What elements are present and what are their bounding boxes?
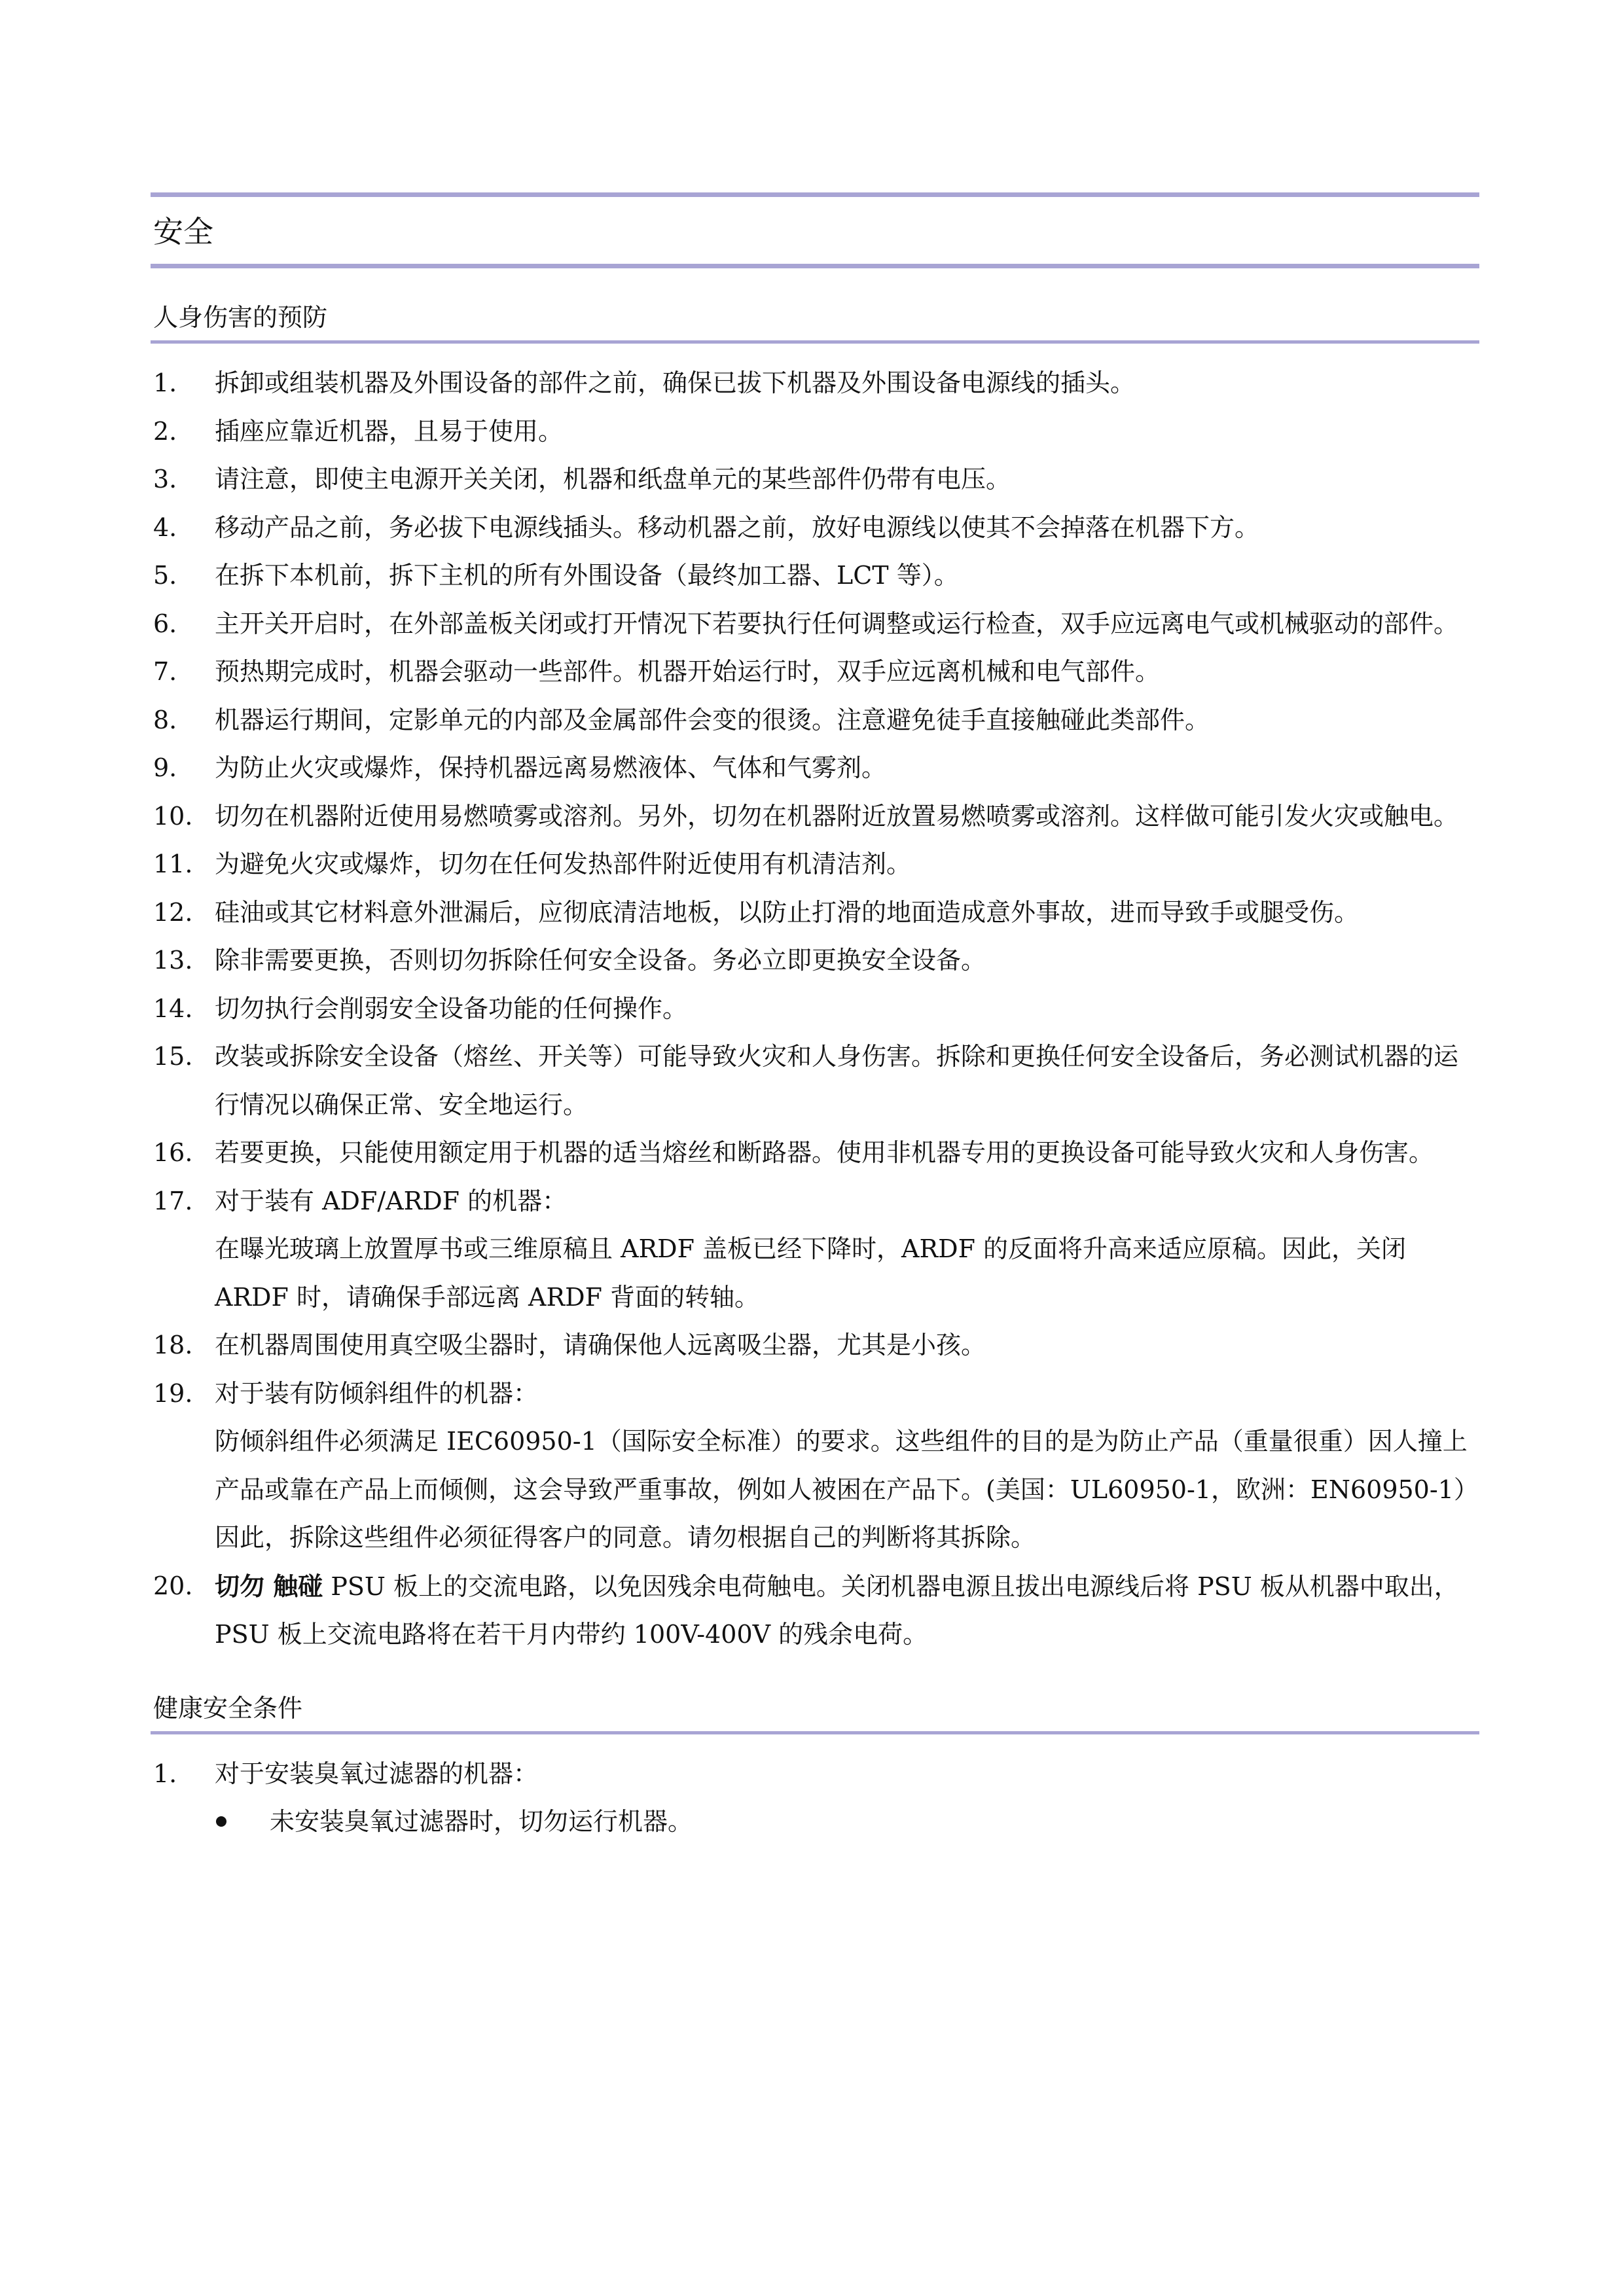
page-title: 安全 <box>153 214 213 249</box>
bullet-item: 未安装臭氧过滤器时，切勿运行机器。 <box>151 1798 1479 1846</box>
list-item: 13. 除非需要更换，否则切勿拆除任何安全设备。务必立即更换安全设备。 <box>153 946 986 975</box>
list-item: 17. 对于装有 ADF/ARDF 的机器： 在曝光玻璃上放置厚书或三维原稿且 ARDF 盖板已经下降时，ARDF 的反面将升高来适应原稿。因此，关闭 ARDF 时，请确保手部远离 ARDF 背面的转轴。 <box>151 1177 1479 1322</box>
top-rule <box>151 192 1479 197</box>
section-heading-injury-prevention: 人身伤害的预防 <box>151 301 1479 344</box>
document-page <box>151 192 1479 1846</box>
list-item: 8. 机器运行期间，定影单元的内部及金属部件会变的很烫。注意避免徒手直接触碰此类部件。 <box>153 705 1210 734</box>
list-item: 2. 插座应靠近机器，且易于使用。 <box>153 416 564 446</box>
list-item: 9. 为防止火灾或爆炸，保持机器远离易燃液体、气体和气雾剂。 <box>153 753 887 782</box>
list-item: 20. 切勿 触碰 PSU 板上的交流电路，以免因残余电荷触电。关闭机器电源且拔出电源线后将 PSU 板从机器中取出，PSU 板上交流电路将在若干月内带约 100V-400V 的残余电荷。 <box>153 1571 1459 1649</box>
list-item: 18. 在机器周围使用真空吸尘器时，请确保他人远离吸尘器，尤其是小孩。 <box>153 1331 986 1359</box>
list-item: 3. 请注意，即使主电源开关关闭，机器和纸盘单元的某些部件仍带有电压。 <box>153 465 1011 493</box>
section-heading-health-safety: 健康安全条件 <box>151 1692 1479 1734</box>
injury-prevention-list <box>151 359 1479 1659</box>
title-rule <box>151 264 1479 268</box>
health-safety-list <box>151 1750 1479 1799</box>
list-item-detail: 在曝光玻璃上放置厚书或三维原稿且 ARDF 盖板已经下降时，ARDF 的反面将升高来适应原稿。因此，关闭 ARDF 时，请确保手部远离 ARDF 背面的转轴。 <box>215 1234 1407 1312</box>
list-item: 14. 切勿执行会削弱安全设备功能的任何操作。 <box>153 994 688 1023</box>
list-item: 12. 硅油或其它材料意外泄漏后，应彻底清洁地板，以防止打滑的地面造成意外事故，进而导致手或腿受伤。 <box>153 897 1360 927</box>
list-item: 6. 主开关开启时，在外部盖板关闭或打开情况下若要执行任何调整或运行检查，双手应远离电气或机械驱动的部件。 <box>153 609 1459 638</box>
list-item: 1. 对于安装臭氧过滤器的机器： <box>153 1759 539 1788</box>
list-item: 11. 为避免火灾或爆炸，切勿在任何发热部件附近使用有机清洁剂。 <box>153 850 912 878</box>
emphasis-text: 切勿 触碰 <box>215 1571 323 1601</box>
bullet-icon <box>216 1816 226 1827</box>
list-item: 10. 切勿在机器附近使用易燃喷雾或溶剂。另外，切勿在机器附近放置易燃喷雾或溶剂。这样做可能引发火灾或触电。 <box>153 801 1459 831</box>
list-item: 16. 若要更换，只能使用额定用于机器的适当熔丝和断路器。使用非机器专用的更换设备可能导致火灾和人身伤害。 <box>153 1138 1434 1167</box>
list-item: 1. 拆卸或组装机器及外围设备的部件之前，确保已拔下机器及外围设备电源线的插头。 <box>153 368 1136 397</box>
list-item: 19. 对于装有防倾斜组件的机器： 防倾斜组件必须满足 IEC60950-1（国际安全标准）的要求。这些组件的目的是为防止产品（重量很重）因人撞上产品或靠在产品上而倾侧，这会导致严重事故，例如人被困在产品下。(美国：UL60950-1，欧洲：EN60950-1） 因此，拆除这些组件必须征得客户的同意。请勿根据自己的判断将其拆除。 <box>151 1370 1479 1562</box>
list-item: 4. 移动产品之前，务必拔下电源线插头。移动机器之前，放好电源线以使其不会掉落在机器下方。 <box>153 512 1260 542</box>
list-item: 15. 改装或拆除安全设备（熔丝、开关等）可能导致火灾和人身伤害。拆除和更换任何安全设备后，务必测试机器的运行情况以确保正常、安全地运行。 <box>153 1042 1459 1119</box>
list-item: 7. 预热期完成时，机器会驱动一些部件。机器开始运行时，双手应远离机械和电气部件。 <box>153 657 1161 686</box>
list-item-detail: 防倾斜组件必须满足 IEC60950-1（国际安全标准）的要求。这些组件的目的是为防止产品（重量很重）因人撞上产品或靠在产品上而倾侧，这会导致严重事故，例如人被困在产品下。(美国：UL60950-1，欧洲：EN60950-1） 因此，拆除这些组件必须征得客户的同意。请勿根据自己的判断将其拆除。 <box>215 1427 1479 1552</box>
list-item: 5. 在拆下本机前，拆下主机的所有外围设备（最终加工器、LCT 等）。 <box>153 561 959 590</box>
